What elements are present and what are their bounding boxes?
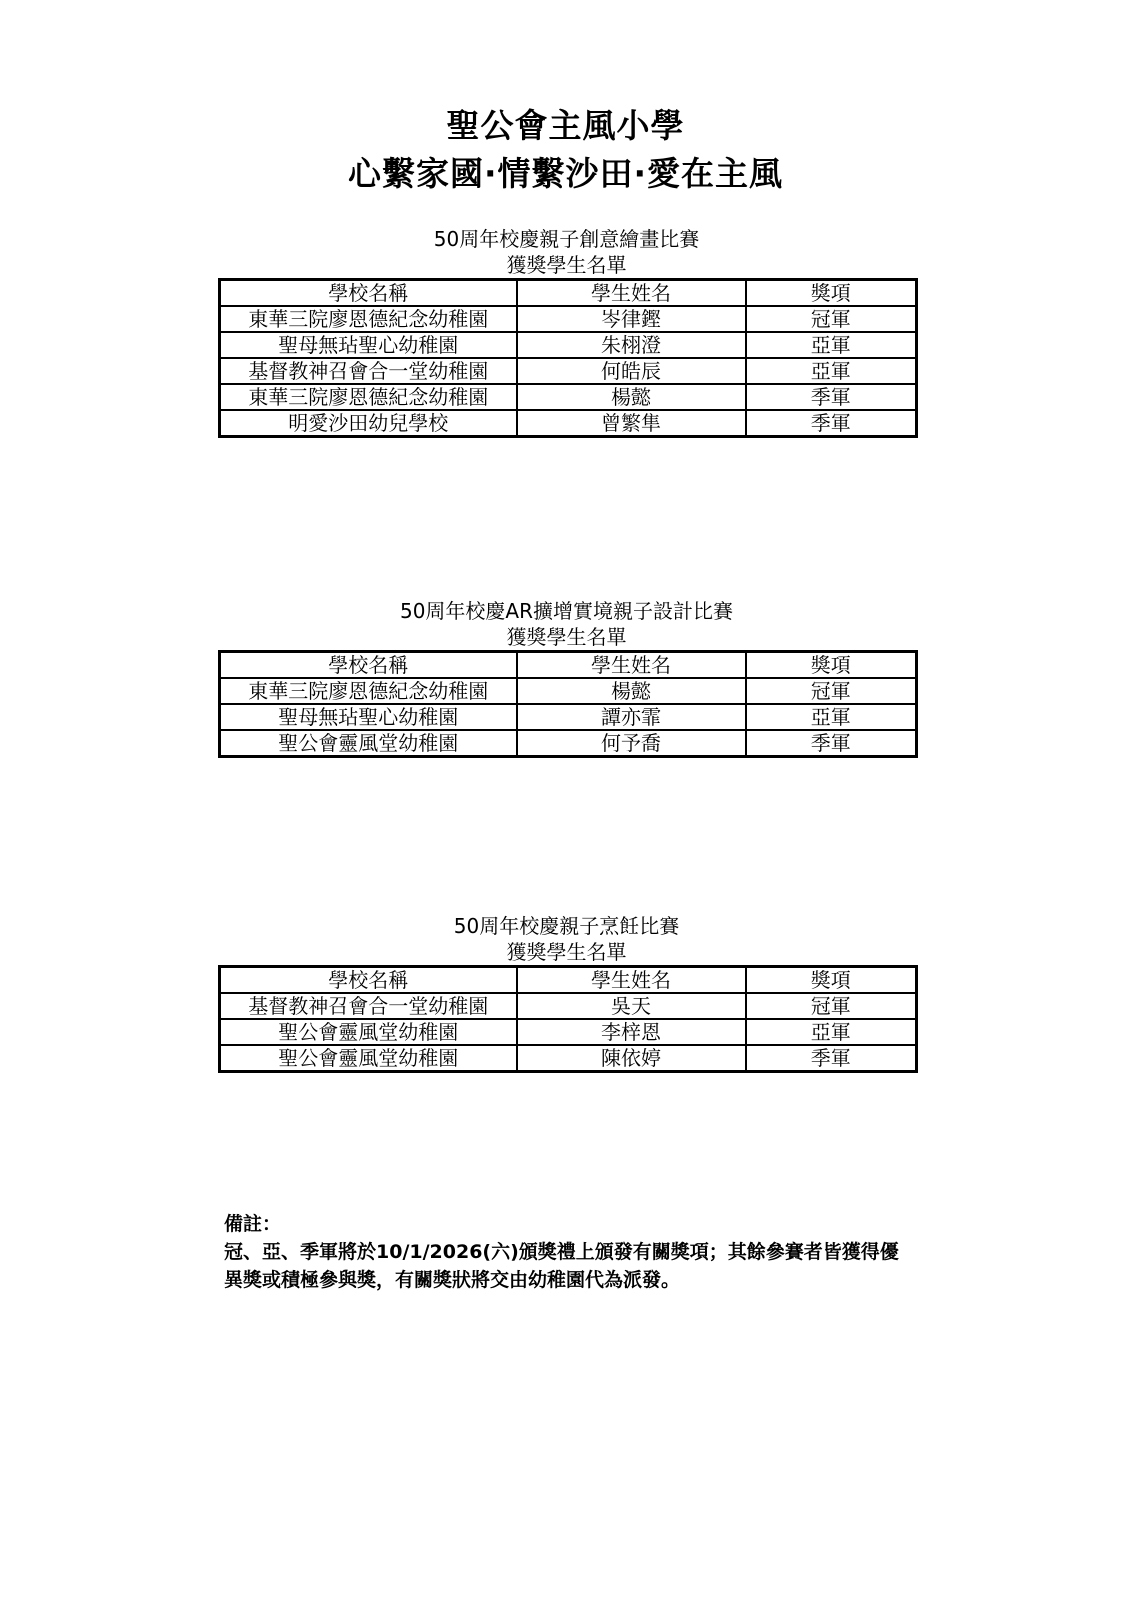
school-cell: 東華三院廖恩德紀念幼稚園 xyxy=(220,384,517,410)
column-header-award: 獎項 xyxy=(746,967,917,994)
student-cell: 李梓恩 xyxy=(517,1019,746,1045)
student-cell: 陳依婷 xyxy=(517,1045,746,1072)
column-header-award: 獎項 xyxy=(746,280,917,307)
table-row xyxy=(220,993,917,1019)
table-row xyxy=(220,1019,917,1045)
section-subtitle: 獲獎學生名單 xyxy=(506,940,627,964)
table-row xyxy=(220,306,917,332)
section-title: 50周年校慶親子創意繪畫比賽 xyxy=(433,227,700,251)
student-cell: 楊懿 xyxy=(517,384,746,410)
student-cell: 何皓辰 xyxy=(517,358,746,384)
table-row xyxy=(220,704,917,730)
column-header-school: 學校名稱 xyxy=(220,280,517,307)
column-header-school: 學校名稱 xyxy=(220,967,517,994)
student-cell: 曾繁隼 xyxy=(517,410,746,437)
student-cell: 譚亦霏 xyxy=(517,704,746,730)
school-cell: 聖母無玷聖心幼稚園 xyxy=(220,704,517,730)
school-cell: 聖公會靈風堂幼稚園 xyxy=(220,1019,517,1045)
table-row xyxy=(220,1045,917,1072)
section-title: 50周年校慶親子烹飪比賽 xyxy=(453,914,680,938)
column-header-school: 學校名稱 xyxy=(220,652,517,679)
award-cell: 冠軍 xyxy=(746,678,917,704)
award-cell: 冠軍 xyxy=(746,306,917,332)
table-row xyxy=(220,410,917,437)
award-cell: 亞軍 xyxy=(746,332,917,358)
table-row xyxy=(220,678,917,704)
school-name: 聖公會主風小學 xyxy=(446,106,685,145)
student-cell: 吳天 xyxy=(517,993,746,1019)
school-cell: 東華三院廖恩德紀念幼稚園 xyxy=(220,678,517,704)
table-row xyxy=(220,332,917,358)
remarks-label: 備註： xyxy=(224,1213,282,1235)
school-cell: 聖公會靈風堂幼稚園 xyxy=(220,1045,517,1072)
column-header-student: 學生姓名 xyxy=(517,967,746,994)
award-cell: 亞軍 xyxy=(746,704,917,730)
student-cell: 岑律鏗 xyxy=(517,306,746,332)
student-cell: 何予喬 xyxy=(517,730,746,757)
column-header-student: 學生姓名 xyxy=(517,652,746,679)
award-cell: 季軍 xyxy=(746,410,917,437)
award-cell: 亞軍 xyxy=(746,358,917,384)
school-slogan: 心繫家國·情繫沙田·愛在主風 xyxy=(347,154,784,193)
section-subtitle: 獲獎學生名單 xyxy=(506,625,627,649)
table-header-row xyxy=(220,967,917,994)
table-row xyxy=(220,730,917,757)
competition-section-ar-design xyxy=(218,598,915,758)
awards-table xyxy=(218,278,918,438)
student-cell: 楊懿 xyxy=(517,678,746,704)
student-cell: 朱栩澄 xyxy=(517,332,746,358)
awards-table xyxy=(218,965,918,1073)
school-cell: 基督教神召會合一堂幼稚園 xyxy=(220,358,517,384)
school-cell: 基督教神召會合一堂幼稚園 xyxy=(220,993,517,1019)
section-title: 50周年校慶AR擴增實境親子設計比賽 xyxy=(399,599,734,623)
award-cell: 季軍 xyxy=(746,1045,917,1072)
school-cell: 明愛沙田幼兒學校 xyxy=(220,410,517,437)
competition-section-drawing xyxy=(218,226,915,438)
table-row xyxy=(220,358,917,384)
table-row xyxy=(220,384,917,410)
table-header-row xyxy=(220,280,917,307)
section-subtitle: 獲獎學生名單 xyxy=(506,253,627,277)
school-cell: 聖母無玷聖心幼稚園 xyxy=(220,332,517,358)
column-header-student: 學生姓名 xyxy=(517,280,746,307)
competition-section-cooking xyxy=(218,913,915,1073)
award-cell: 亞軍 xyxy=(746,1019,917,1045)
school-cell: 聖公會靈風堂幼稚園 xyxy=(220,730,517,757)
award-cell: 冠軍 xyxy=(746,993,917,1019)
remarks-block xyxy=(224,1210,914,1294)
document-header xyxy=(0,104,1131,198)
award-cell: 季軍 xyxy=(746,730,917,757)
awards-table xyxy=(218,650,918,758)
column-header-award: 獎項 xyxy=(746,652,917,679)
school-cell: 東華三院廖恩德紀念幼稚園 xyxy=(220,306,517,332)
remarks-text: 冠、亞、季軍將於10/1/2026(六)頒獎禮上頒發有關獎項；其餘參賽者皆獲得優異獎或積極參與獎，有關獎狀將交由幼稚園代為派發。 xyxy=(224,1241,899,1291)
table-header-row xyxy=(220,652,917,679)
award-cell: 季軍 xyxy=(746,384,917,410)
